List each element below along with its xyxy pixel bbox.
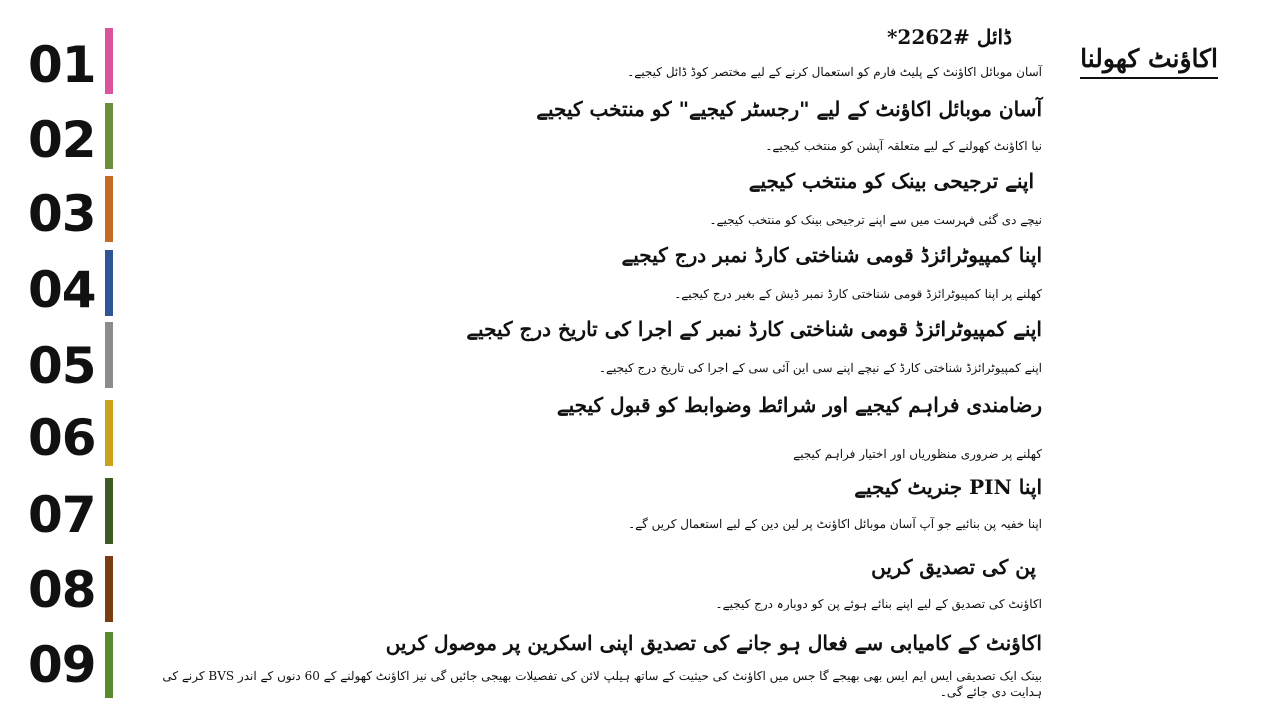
step-title-06: رضامندی فراہم کیجیے اور شرائط وضوابط کو قبول کیجیے <box>556 393 1042 417</box>
step-desc-02: نیا اکاؤنٹ کھولنے کے لیے متعلقہ آپشن کو منتخب کیجیے۔ <box>765 139 1042 153</box>
step-color-bar-07 <box>105 478 113 544</box>
step-title-08: پن کی تصدیق کریں <box>871 555 1036 579</box>
step-color-bar-03 <box>105 176 113 242</box>
step-title-01: ڈائل #2262* <box>886 25 1012 49</box>
step-number-05: 05 <box>28 337 96 395</box>
step-desc-03: نیچے دی گئی فہرست میں سے اپنے ترجیحی بینک کو منتخب کیجیے۔ <box>709 213 1042 227</box>
step-number-08: 08 <box>28 561 96 619</box>
step-color-bar-08 <box>105 556 113 622</box>
step-number-06: 06 <box>28 409 96 467</box>
step-title-09: اکاؤنٹ کے کامیابی سے فعال ہو جانے کی تصدیق اپنی اسکرین پر موصول کریں <box>385 631 1042 655</box>
step-desc-01: آسان موبائل اکاؤنٹ کے پلیٹ فارم کو استعمال کرنے کے لیے مختصر کوڈ ڈائل کیجیے۔ <box>627 65 1042 79</box>
step-number-01: 01 <box>28 36 96 94</box>
step-number-07: 07 <box>28 486 96 544</box>
step-number-03: 03 <box>28 185 96 243</box>
step-desc-08: اکاؤنٹ کی تصدیق کے لیے اپنے بنائے ہوئے پن کو دوبارہ درج کیجیے۔ <box>715 597 1042 611</box>
step-number-09: 09 <box>28 636 96 694</box>
step-title-03: اپنے ترجیحی بینک کو منتخب کیجیے <box>748 169 1034 193</box>
step-color-bar-09 <box>105 632 113 698</box>
page-heading: اکاؤنٹ کھولنا <box>1080 44 1218 79</box>
step-number-04: 04 <box>28 261 96 319</box>
step-desc-09: بینک ایک تصدیقی ایس ایم ایس بھی بھیجے گا جس میں اکاؤنٹ کی حیثیت کے ساتھ ہیلپ لائن کی تفصیلات بھیجی جائیں گی نیز اکاؤنٹ کھولنے کے 60 دنوں کے اندر BVS کرنے کی ہدایت دی جائے گی۔ <box>162 669 1042 699</box>
step-number-column <box>0 0 120 720</box>
step-color-bar-04 <box>105 250 113 316</box>
step-number-02: 02 <box>28 111 96 169</box>
step-title-02: آسان موبائل اکاؤنٹ کے لیے "رجسٹر کیجیے" کو منتخب کیجیے <box>536 97 1042 121</box>
step-title-07: اپنا PIN جنریٹ کیجیے <box>854 475 1042 499</box>
step-desc-06: کھلنے پر ضروری منظوریاں اور اختیار فراہم کیجیے <box>793 447 1042 461</box>
step-color-bar-06 <box>105 400 113 466</box>
step-desc-04: کھلنے پر اپنا کمپیوٹرائزڈ قومی شناختی کارڈ نمبر ڈیش کے بغیر درج کیجیے۔ <box>674 287 1042 301</box>
step-title-05: اپنے کمپیوٹرائزڈ قومی شناختی کارڈ نمبر کے اجرا کی تاریخ درج کیجیے <box>466 317 1042 341</box>
step-desc-05: اپنے کمپیوٹرائزڈ شناختی کارڈ کے نیچے اپنے سی این آئی سی کے اجرا کی تاریخ درج کیجیے۔ <box>598 361 1042 375</box>
step-desc-07: اپنا خفیہ پن بنائیے جو آپ آسان موبائل اکاؤنٹ پر لین دین کے لیے استعمال کریں گے۔ <box>628 517 1042 531</box>
step-color-bar-02 <box>105 103 113 169</box>
step-color-bar-01 <box>105 28 113 94</box>
step-color-bar-05 <box>105 322 113 388</box>
step-title-04: اپنا کمپیوٹرائزڈ قومی شناختی کارڈ نمبر درج کیجیے <box>621 243 1042 267</box>
